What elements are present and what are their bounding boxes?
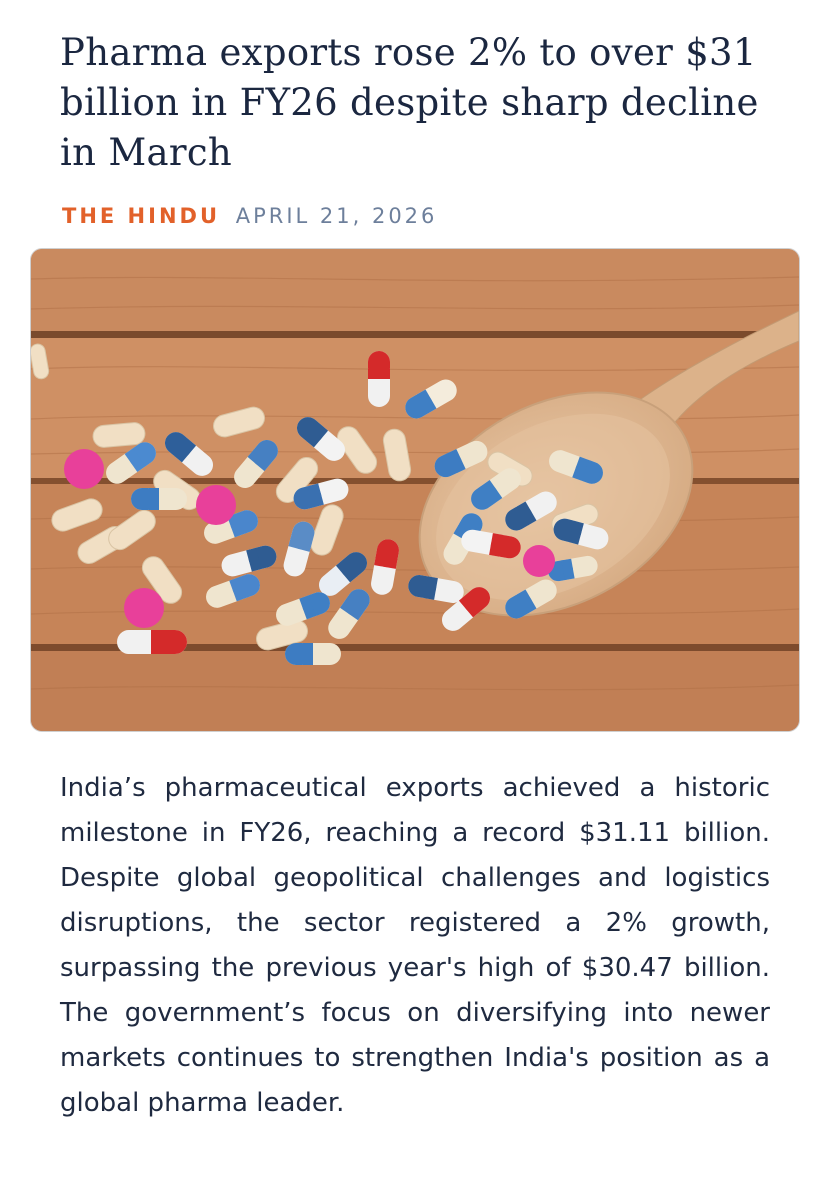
publish-date: APRIL 21, 2026 <box>235 204 438 228</box>
article-meta <box>62 202 437 230</box>
article-headline: Pharma exports rose 2% to over $31 billion in FY26 despite sharp decline in March <box>60 31 759 174</box>
article-photo <box>30 248 800 732</box>
pills-on-wood-illustration <box>31 249 799 731</box>
article-body: India’s pharmaceutical exports achieved a historic milestone in FY26, reaching a record $31.11 billion. Despite global geopolitical challenges and logistics disruptions, the sector registered a 2% growth, surpassing the previous year's high of $30.47 billion. The government’s focus on diversifying into newer markets continues to strengthen India's position as a global pharma leader. <box>60 773 770 1118</box>
source-name[interactable]: THE HINDU <box>62 204 221 228</box>
